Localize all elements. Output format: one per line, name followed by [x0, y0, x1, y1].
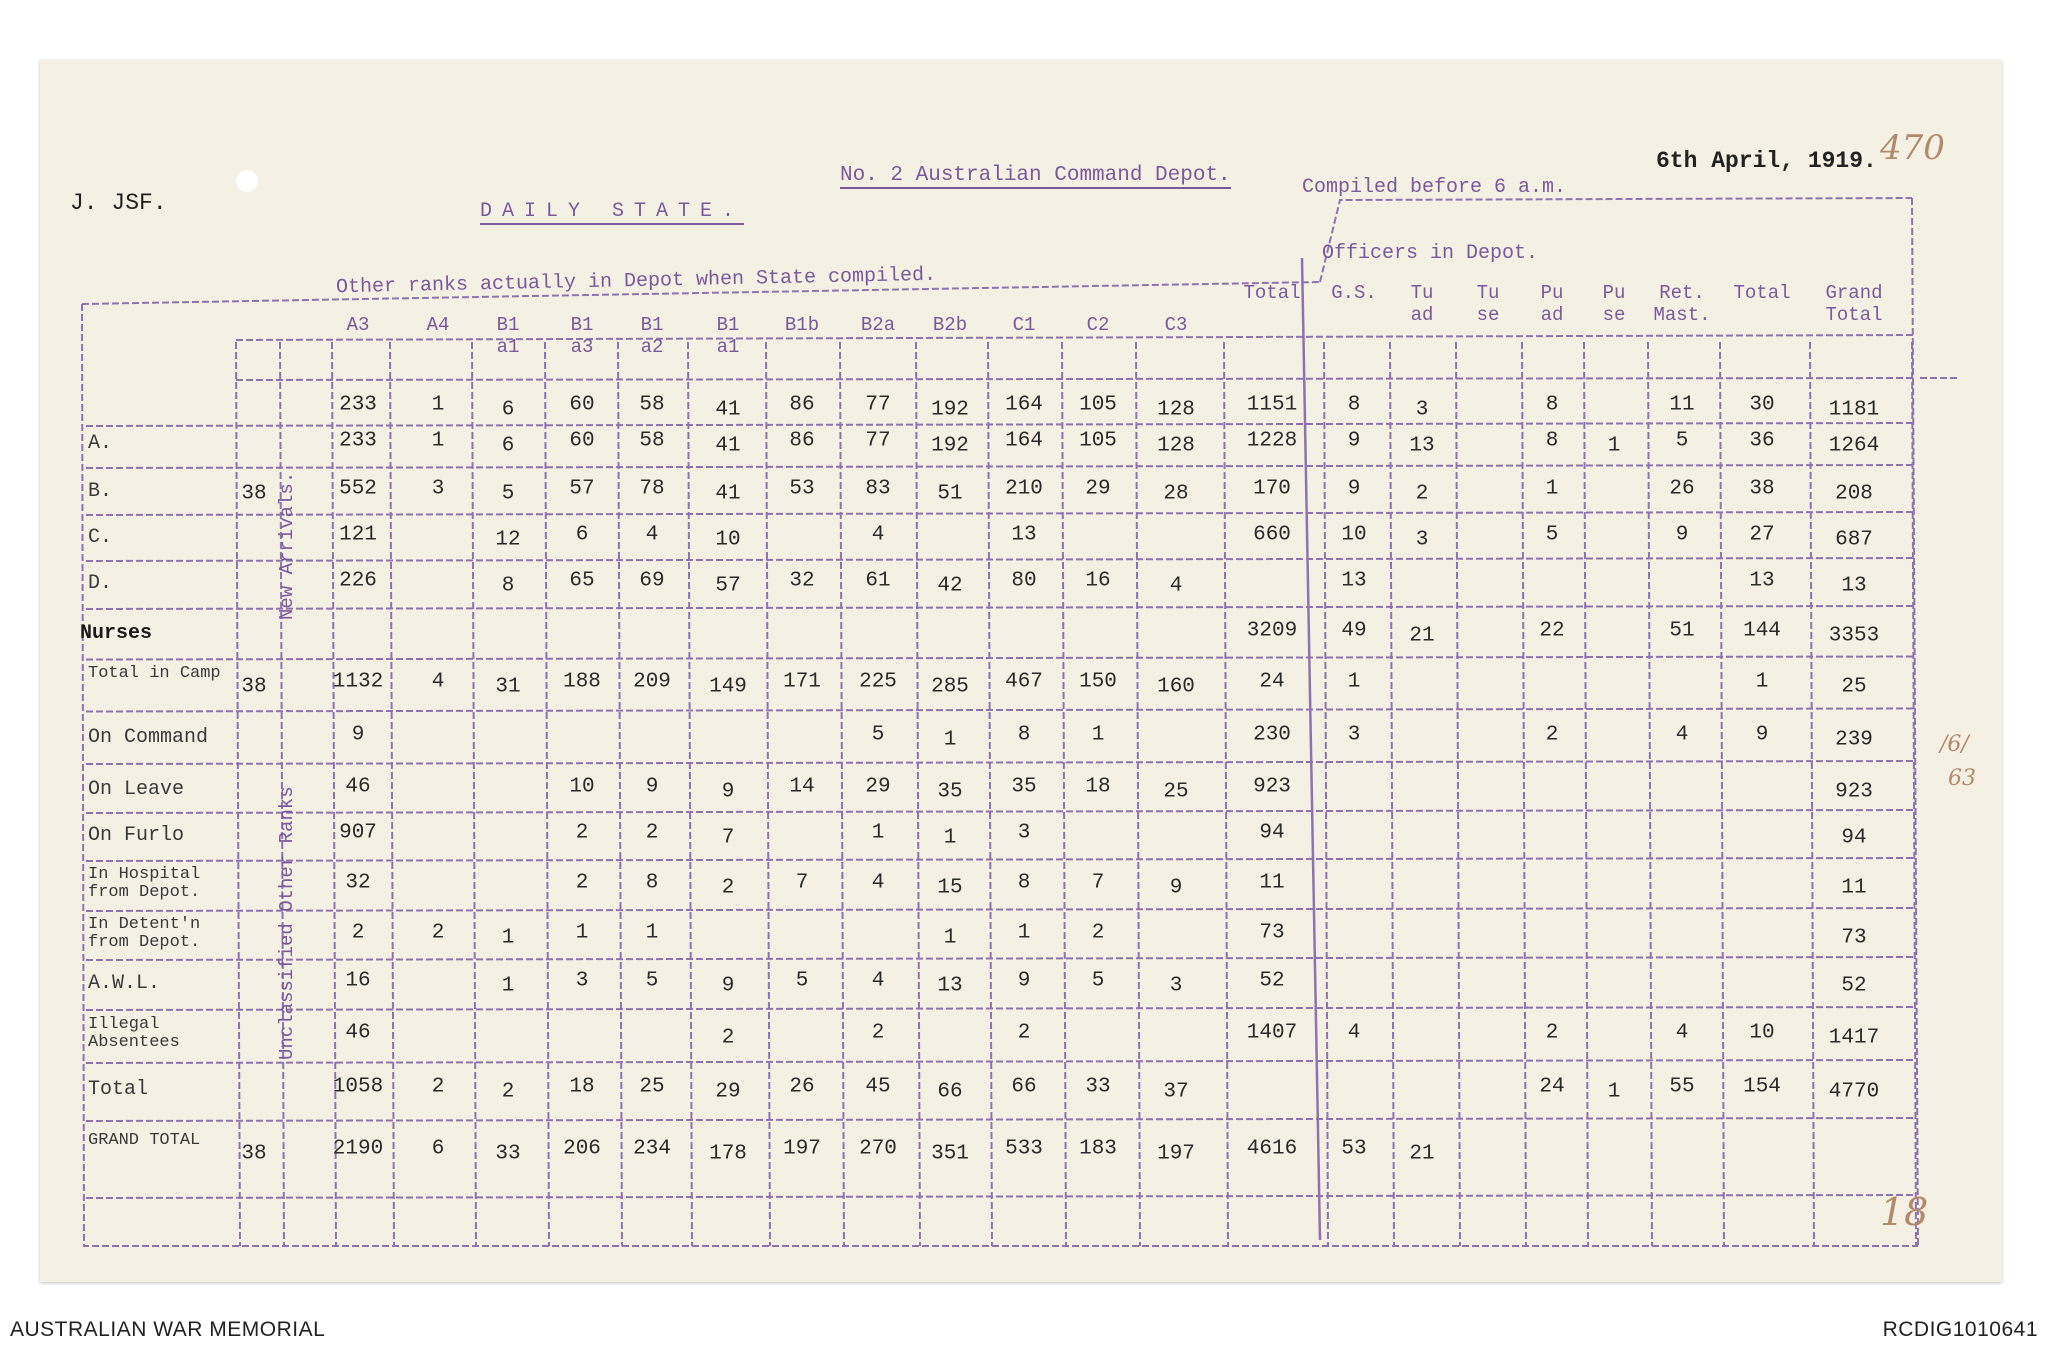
- column-header: B1 a2: [640, 314, 664, 358]
- table-cell: 154: [1743, 1075, 1781, 1099]
- table-cell: 57: [569, 477, 595, 501]
- table-cell: 69: [639, 569, 665, 593]
- column-rule: [1390, 342, 1394, 1246]
- table-cell: 230: [1253, 723, 1291, 747]
- table-cell: 2: [721, 876, 735, 900]
- column-rule: [1136, 342, 1140, 1246]
- table-cell: 188: [563, 670, 601, 694]
- table-cell: 65: [569, 569, 595, 593]
- column-rule: [472, 342, 476, 1246]
- footer-right: RCDIG1010641: [1882, 1318, 2038, 1341]
- table-cell: 197: [1157, 1142, 1195, 1166]
- row-label: In Hospital from Depot.: [88, 865, 201, 902]
- table-cell: 1: [943, 728, 957, 752]
- table-cell: 1: [501, 926, 515, 950]
- table-cell: 13: [1409, 434, 1435, 458]
- table-cell: 225: [859, 670, 897, 694]
- table-cell: 208: [1835, 482, 1873, 506]
- table-cell: 9: [1347, 477, 1361, 501]
- table-cell: 94: [1259, 821, 1285, 845]
- column-rule: [1224, 342, 1228, 1246]
- table-cell: 183: [1079, 1137, 1117, 1161]
- table-cell: 41: [715, 482, 741, 506]
- table-cell: 9: [1755, 723, 1769, 747]
- table-cell: 25: [1841, 675, 1867, 699]
- table-cell: 2: [351, 921, 365, 945]
- table-cell: 28: [1163, 482, 1189, 506]
- group-label-other-ranks: Unclassified Other Ranks: [276, 786, 298, 1060]
- table-cell: 206: [563, 1137, 601, 1161]
- table-cell: 3: [431, 477, 445, 501]
- table-cell: 26: [789, 1075, 815, 1099]
- table-cell: 4: [871, 969, 885, 993]
- table-cell: 5: [1675, 429, 1689, 453]
- table-cell: 8: [1347, 393, 1361, 417]
- table-cell: 2: [1545, 723, 1559, 747]
- table-cell: 226: [339, 569, 377, 593]
- row-label: A.W.L.: [88, 972, 161, 995]
- table-cell: 2: [645, 821, 659, 845]
- section-other-ranks: Other ranks actually in Depot when State compiled.: [335, 263, 937, 300]
- table-cell: 5: [1545, 523, 1559, 547]
- table-cell: 192: [931, 434, 969, 458]
- table-cell: 1132: [332, 670, 384, 694]
- table-cell: 907: [339, 821, 377, 845]
- table-cell: 270: [859, 1137, 897, 1161]
- table-cell: 660: [1253, 523, 1291, 547]
- table-cell: 121: [339, 523, 377, 547]
- column-header: A4: [426, 314, 450, 336]
- table-cell: 18: [569, 1075, 595, 1099]
- table-cell: 86: [789, 393, 815, 417]
- table-cell: 2: [501, 1080, 515, 1104]
- table-cell: 2: [1415, 482, 1429, 506]
- margin-note: 63: [1948, 766, 1976, 791]
- table-cell: 164: [1005, 429, 1043, 453]
- compiled-note: Compiled before 6 a.m.: [1302, 176, 1567, 199]
- document-date: 6th April, 1919.: [1656, 148, 1877, 174]
- table-cell: 53: [1341, 1137, 1367, 1161]
- table-cell: 57: [715, 574, 741, 598]
- table-cell: 13: [1011, 523, 1037, 547]
- table-cell: 55: [1669, 1075, 1695, 1099]
- column-header: B1 a3: [570, 314, 594, 358]
- table-cell: 105: [1079, 393, 1117, 417]
- table-cell: 6: [575, 523, 589, 547]
- table-cell: 1: [431, 393, 445, 417]
- table-cell: 11: [1841, 876, 1867, 900]
- table-cell: 2190: [332, 1137, 384, 1161]
- column-rule: [1522, 342, 1526, 1246]
- section-officers: Officers in Depot.: [1322, 242, 1539, 265]
- table-cell: 9: [1169, 876, 1183, 900]
- table-cell: 4: [871, 871, 885, 895]
- table-cell: 467: [1005, 670, 1043, 694]
- column-rule: [688, 342, 692, 1246]
- table-cell: 233: [339, 429, 377, 453]
- table-cell: 26: [1669, 477, 1695, 501]
- table-cell: 11: [1669, 393, 1695, 417]
- table-cell: 18: [1085, 775, 1111, 799]
- table-cell: 4616: [1246, 1137, 1298, 1161]
- table-cell: 4770: [1828, 1080, 1880, 1104]
- folio-number: 470: [1880, 128, 1945, 168]
- column-header: C1: [1012, 314, 1036, 336]
- table-cell: 10: [715, 528, 741, 552]
- column-header: Pu se: [1602, 282, 1626, 326]
- table-cell: 1: [1755, 670, 1769, 694]
- table-cell: 13: [1341, 569, 1367, 593]
- table-cell: 8: [1545, 429, 1559, 453]
- table-cell: 10: [1749, 1021, 1775, 1045]
- table-cell: 9: [645, 775, 659, 799]
- table-cell: 27: [1749, 523, 1775, 547]
- column-header: Pu ad: [1540, 282, 1564, 326]
- table-cell: 6: [431, 1137, 445, 1161]
- table-cell: 1417: [1828, 1026, 1880, 1050]
- table-cell: 4: [1347, 1021, 1361, 1045]
- table-cell: 52: [1259, 969, 1285, 993]
- table-cell: 192: [931, 398, 969, 422]
- table-cell: 1058: [332, 1075, 384, 1099]
- table-cell: 83: [865, 477, 891, 501]
- table-cell: 33: [1085, 1075, 1111, 1099]
- table-cell: 31: [495, 675, 521, 699]
- table-cell: 32: [345, 871, 371, 895]
- row-label: Nurses: [80, 622, 153, 645]
- table-cell: 16: [345, 969, 371, 993]
- table-cell: 1151: [1246, 393, 1298, 417]
- table-cell: 9: [1017, 969, 1031, 993]
- table-cell: 4: [645, 523, 659, 547]
- table-cell: 80: [1011, 569, 1037, 593]
- table-cell: 33: [495, 1142, 521, 1166]
- table-cell: 3: [1347, 723, 1361, 747]
- table-cell: 3: [575, 969, 589, 993]
- column-header: Total: [1733, 282, 1791, 304]
- table-cell: 38: [241, 1142, 267, 1166]
- table-cell: 66: [1011, 1075, 1037, 1099]
- column-rule: [1062, 342, 1066, 1246]
- table-cell: 1: [575, 921, 589, 945]
- column-rule: [988, 342, 992, 1246]
- column-rule: [545, 342, 549, 1246]
- table-cell: 149: [709, 675, 747, 699]
- column-header: Total: [1243, 282, 1301, 304]
- table-cell: 171: [783, 670, 821, 694]
- table-cell: 10: [569, 775, 595, 799]
- table-cell: 3: [1415, 398, 1429, 422]
- unit-name: No. 2 Australian Command Depot.: [840, 164, 1231, 187]
- table-cell: 14: [789, 775, 815, 799]
- table-cell: 2: [1545, 1021, 1559, 1045]
- table-cell: 46: [345, 775, 371, 799]
- table-cell: 1264: [1828, 434, 1880, 458]
- table-cell: 51: [937, 482, 963, 506]
- table-cell: 5: [501, 482, 515, 506]
- column-header: B1 a1: [496, 314, 520, 358]
- table-cell: 13: [1841, 574, 1867, 598]
- table-cell: 2: [871, 1021, 885, 1045]
- column-header: Tu ad: [1410, 282, 1434, 326]
- table-cell: 42: [937, 574, 963, 598]
- table-cell: 41: [715, 398, 741, 422]
- table-cell: 9: [1675, 523, 1689, 547]
- table-cell: 38: [241, 482, 267, 506]
- column-rule: [1720, 342, 1724, 1246]
- table-cell: 6: [501, 398, 515, 422]
- table-cell: 51: [1669, 619, 1695, 643]
- table-cell: 60: [569, 393, 595, 417]
- table-cell: 1: [1607, 1080, 1621, 1104]
- table-cell: 5: [645, 969, 659, 993]
- table-cell: 58: [639, 393, 665, 417]
- table-cell: 30: [1749, 393, 1775, 417]
- table-cell: 2: [431, 1075, 445, 1099]
- table-cell: 1: [501, 974, 515, 998]
- table-cell: 46: [345, 1021, 371, 1045]
- table-cell: 77: [865, 429, 891, 453]
- table-cell: 25: [639, 1075, 665, 1099]
- table-cell: 687: [1835, 528, 1873, 552]
- group-label-new-arrivals: New Arrivals.: [276, 471, 298, 620]
- table-cell: 29: [865, 775, 891, 799]
- table-cell: 9: [721, 974, 735, 998]
- table-cell: 1: [1017, 921, 1031, 945]
- table-cell: 170: [1253, 477, 1291, 501]
- table-cell: 4: [1675, 1021, 1689, 1045]
- column-header: B1b: [784, 314, 820, 336]
- document-sheet: [40, 60, 2002, 1282]
- table-cell: 9: [721, 780, 735, 804]
- table-cell: 923: [1835, 780, 1873, 804]
- table-cell: 552: [339, 477, 377, 501]
- column-rule: [390, 342, 394, 1246]
- table-cell: 285: [931, 675, 969, 699]
- table-cell: 16: [1085, 569, 1111, 593]
- column-rule: [916, 342, 920, 1246]
- table-cell: 11: [1259, 871, 1285, 895]
- table-cell: 144: [1743, 619, 1781, 643]
- table-cell: 4: [431, 670, 445, 694]
- table-cell: 61: [865, 569, 891, 593]
- table-cell: 164: [1005, 393, 1043, 417]
- table-cell: 35: [937, 780, 963, 804]
- table-cell: 923: [1253, 775, 1291, 799]
- table-cell: 239: [1835, 728, 1873, 752]
- table-cell: 8: [1017, 871, 1031, 895]
- table-cell: 1228: [1246, 429, 1298, 453]
- column-rule: [1456, 342, 1460, 1246]
- column-rule: [1648, 342, 1652, 1246]
- table-cell: 1181: [1828, 398, 1880, 422]
- table-cell: 1: [943, 826, 957, 850]
- footer-left: AUSTRALIAN WAR MEMORIAL: [10, 1318, 326, 1341]
- row-label: Total in Camp: [88, 664, 221, 683]
- table-cell: 49: [1341, 619, 1367, 643]
- table-cell: 10: [1341, 523, 1367, 547]
- margin-note: /6/: [1940, 732, 1969, 757]
- table-cell: 53: [789, 477, 815, 501]
- table-cell: 35: [1011, 775, 1037, 799]
- table-cell: 22: [1539, 619, 1565, 643]
- column-rule: [618, 342, 622, 1246]
- table-cell: 210: [1005, 477, 1043, 501]
- table-cell: 86: [789, 429, 815, 453]
- column-header: Tu se: [1476, 282, 1500, 326]
- table-cell: 3: [1169, 974, 1183, 998]
- column-rule: [332, 342, 336, 1246]
- table-cell: 1: [645, 921, 659, 945]
- table-cell: 6: [501, 434, 515, 458]
- column-rule: [766, 342, 770, 1246]
- table-cell: 160: [1157, 675, 1195, 699]
- table-cell: 77: [865, 393, 891, 417]
- column-header: A3: [346, 314, 370, 336]
- table-cell: 233: [339, 393, 377, 417]
- row-label: GRAND TOTAL: [88, 1131, 201, 1150]
- table-cell: 78: [639, 477, 665, 501]
- table-cell: 12: [495, 528, 521, 552]
- table-cell: 1: [1545, 477, 1559, 501]
- column-rule: [840, 342, 844, 1246]
- table-cell: 21: [1409, 624, 1435, 648]
- row-label: On Furlo: [88, 824, 185, 847]
- row-label: On Command: [88, 726, 209, 749]
- table-cell: 24: [1539, 1075, 1565, 1099]
- table-cell: 38: [1749, 477, 1775, 501]
- table-cell: 1: [943, 926, 957, 950]
- page-number: 18: [1880, 1190, 1929, 1234]
- table-cell: 9: [351, 723, 365, 747]
- table-cell: 13: [1749, 569, 1775, 593]
- table-cell: 1407: [1246, 1021, 1298, 1045]
- row-label: Illegal Absentees: [88, 1015, 180, 1052]
- table-cell: 32: [789, 569, 815, 593]
- table-cell: 1: [1347, 670, 1361, 694]
- table-cell: 1: [431, 429, 445, 453]
- table-cell: 21: [1409, 1142, 1435, 1166]
- table-cell: 52: [1841, 974, 1867, 998]
- table-cell: 351: [931, 1142, 969, 1166]
- table-cell: 2: [721, 1026, 735, 1050]
- row-label: In Detent'n from Depot.: [88, 915, 201, 952]
- table-cell: 7: [721, 826, 735, 850]
- table-cell: 15: [937, 876, 963, 900]
- table-cell: 7: [1091, 871, 1105, 895]
- table-cell: 128: [1157, 434, 1195, 458]
- table-cell: 8: [645, 871, 659, 895]
- table-cell: 94: [1841, 826, 1867, 850]
- table-cell: 2: [575, 821, 589, 845]
- table-cell: 128: [1157, 398, 1195, 422]
- table-cell: 58: [639, 429, 665, 453]
- column-header: B2b: [932, 314, 968, 336]
- table-cell: 73: [1259, 921, 1285, 945]
- table-cell: 1: [1607, 434, 1621, 458]
- table-cell: 73: [1841, 926, 1867, 950]
- table-cell: 4: [1169, 574, 1183, 598]
- row-label: A.: [88, 432, 113, 455]
- column-header: Ret. Mast.: [1653, 282, 1711, 326]
- table-cell: 5: [1091, 969, 1105, 993]
- table-cell: 5: [871, 723, 885, 747]
- column-rule: [236, 342, 240, 1246]
- table-cell: 13: [937, 974, 963, 998]
- table-cell: 66: [937, 1080, 963, 1104]
- table-cell: 3209: [1246, 619, 1298, 643]
- column-header: C3: [1164, 314, 1188, 336]
- table-cell: 2: [1091, 921, 1105, 945]
- table-cell: 1: [871, 821, 885, 845]
- table-cell: 45: [865, 1075, 891, 1099]
- column-rule: [1912, 342, 1916, 1246]
- column-rule: [1584, 342, 1588, 1246]
- table-cell: 197: [783, 1137, 821, 1161]
- table-cell: 3: [1415, 528, 1429, 552]
- column-header: C2: [1086, 314, 1110, 336]
- table-cell: 8: [1017, 723, 1031, 747]
- document-title: DAILY STATE.: [480, 200, 745, 223]
- column-header: B1 a1: [716, 314, 740, 358]
- table-cell: 234: [633, 1137, 671, 1161]
- table-cell: 4: [1675, 723, 1689, 747]
- column-rule: [1324, 342, 1328, 1246]
- column-rule: [1810, 342, 1814, 1246]
- table-cell: 3353: [1828, 624, 1880, 648]
- table-cell: 2: [575, 871, 589, 895]
- table-cell: 37: [1163, 1080, 1189, 1104]
- table-cell: 533: [1005, 1137, 1043, 1161]
- reference-code: J. JSF.: [70, 190, 167, 216]
- row-label: D.: [88, 572, 113, 595]
- row-label: Total: [88, 1078, 149, 1101]
- table-cell: 41: [715, 434, 741, 458]
- table-cell: 7: [795, 871, 809, 895]
- table-cell: 8: [501, 574, 515, 598]
- table-cell: 2: [431, 921, 445, 945]
- table-cell: 29: [1085, 477, 1111, 501]
- table-cell: 209: [633, 670, 671, 694]
- table-cell: 25: [1163, 780, 1189, 804]
- table-cell: 29: [715, 1080, 741, 1104]
- row-label: C.: [88, 526, 113, 549]
- column-header: B2a: [860, 314, 896, 336]
- table-cell: 178: [709, 1142, 747, 1166]
- table-cell: 105: [1079, 429, 1117, 453]
- table-cell: 24: [1259, 670, 1285, 694]
- column-header: Grand Total: [1825, 282, 1883, 326]
- table-cell: 36: [1749, 429, 1775, 453]
- table-cell: 4: [871, 523, 885, 547]
- table-cell: 8: [1545, 393, 1559, 417]
- table-cell: 38: [241, 675, 267, 699]
- table-cell: 3: [1017, 821, 1031, 845]
- table-cell: 60: [569, 429, 595, 453]
- table-cell: 2: [1017, 1021, 1031, 1045]
- column-header: G.S.: [1331, 282, 1377, 304]
- table-cell: 150: [1079, 670, 1117, 694]
- row-label: On Leave: [88, 778, 185, 801]
- table-cell: 9: [1347, 429, 1361, 453]
- table-cell: 5: [795, 969, 809, 993]
- row-label: B.: [88, 480, 113, 503]
- table-cell: 1: [1091, 723, 1105, 747]
